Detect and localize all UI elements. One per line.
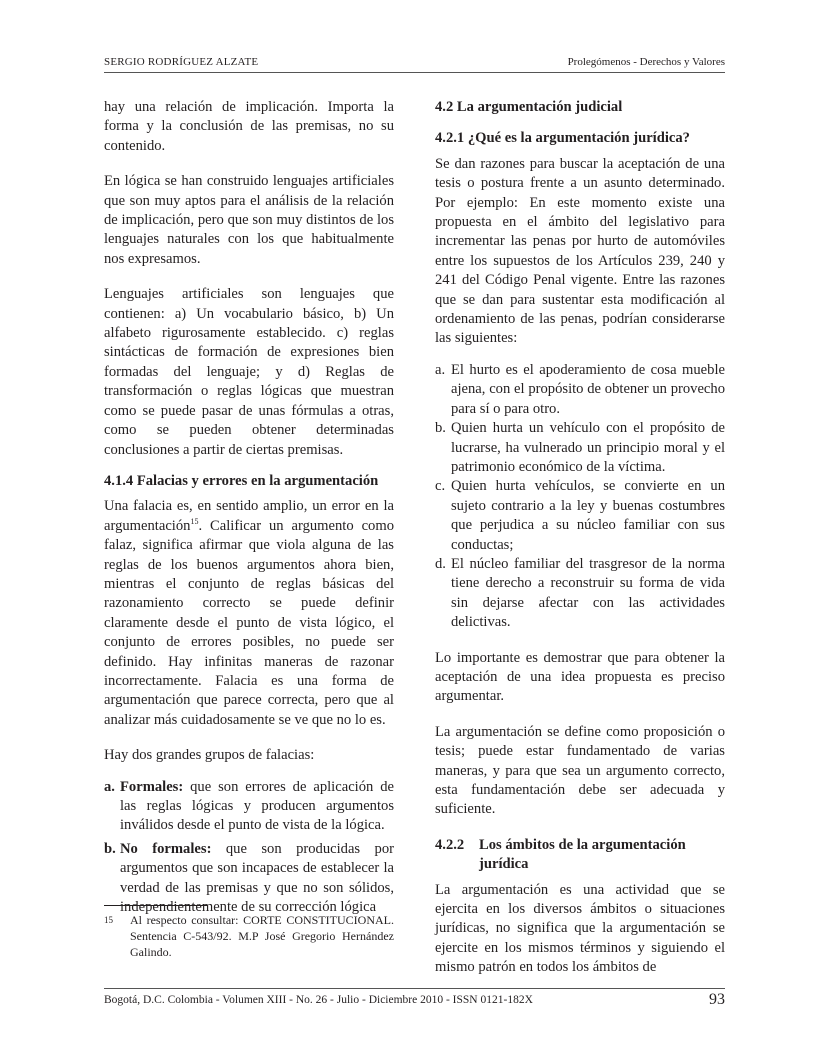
falacias-list <box>104 778 394 918</box>
footnote-divider <box>104 905 208 906</box>
section-heading-4-2-1: 4.2.1 ¿Qué es la argumentación jurídica? <box>435 130 690 147</box>
list-marker: a. <box>435 361 446 378</box>
paragraph-text: . Calificar un argumento como falaz, significa afirmar que viola alguna de las reglas de los buenos argumentos ahora bien, mientras el conjunto de reglas básicas del razonamiento correcto se puede definir claramente desde el punto de vista lógico, el conjunto de errores posibles, no puede ser definido. Hay infinitas maneras de razonar incorrectamente. Falacia es una forma de argumentación que parece correcta, pero que al analizar más cuidadosamente se ve que no lo es. <box>104 517 394 728</box>
footnote-ref[interactable]: 15 <box>190 516 199 526</box>
heading-text: Los ámbitos de la argumentación jurídica <box>479 836 686 873</box>
heading-number: 4.2.2 <box>435 836 465 853</box>
paragraph: La argumentación es una actividad que se ejercita en los diversos ámbitos o situaciones jurídicas, no significa que la argumentación se ejercite en los mismos términos y siguiendo el mismo patrón en todos los ámbitos de <box>435 881 725 976</box>
footnote-number: 15 <box>104 915 113 925</box>
paragraph: Hay dos grandes grupos de falacias: <box>104 747 315 764</box>
footnote <box>104 912 394 960</box>
paragraph: La argumentación se define como proposición o tesis; puede estar fundamentado de varias maneras, y para que sea un argumento correcto, esta fundamentación debe ser adecuada y suficiente. <box>435 723 725 818</box>
paragraph-text: Una falacia es, en sentido amplio, un error en la argumentación <box>104 498 394 534</box>
list-text: que son producidas por argumentos que son incapaces de establecer la verdad de las premisas y que no son sólidos, independientemente de su corrección lógica <box>120 840 394 916</box>
right-column <box>435 98 725 994</box>
section-heading-4-2-2 <box>435 836 725 875</box>
header-author: SERGIO RODRÍGUEZ ALZATE <box>104 56 259 68</box>
footnote-text: Al respecto consultar: CORTE CONSTITUCIONAL. Sentencia C-543/92. M.P José Gregorio Hernández Galindo. <box>130 913 394 959</box>
list-term: No formales: <box>120 840 212 857</box>
list-marker: b. <box>104 840 116 857</box>
paragraph: hay una relación de implicación. Importa la forma y la conclusión de las premisas, no su contenido. <box>104 99 394 154</box>
list-text: El hurto es el apoderamiento de cosa mueble ajena, con el propósito de obtener un provecho para sí o para otro. <box>451 361 725 417</box>
header-journal: Prolegómenos - Derechos y Valores <box>567 56 725 68</box>
paragraph-falacia <box>104 497 394 730</box>
list-item <box>435 477 725 555</box>
list-marker: a. <box>104 778 115 795</box>
footer-citation: Bogotá, D.C. Colombia - Volumen XIII - No. 26 - Julio - Diciembre 2010 - ISSN 0121-182X <box>104 994 533 1006</box>
paragraph: Lo importante es demostrar que para obtener la aceptación de una idea propuesta es preciso argumentar. <box>435 649 725 705</box>
list-item <box>435 419 725 477</box>
running-footer <box>104 988 725 1013</box>
list-marker: d. <box>435 555 446 572</box>
list-text: El núcleo familiar del trasgresor de la norma tiene derecho a reconstruir su forma de vida sin dejarse afectar con las actividades delictivas. <box>451 555 725 631</box>
list-text: Quien hurta vehículos, se convierte en un sujeto contrario a la ley y buenas costumbres que perjudica a su núcleo familiar con sus conductas; <box>451 478 725 553</box>
list-item <box>435 361 725 419</box>
page-number: 93 <box>709 991 725 1008</box>
list-text: Quien hurta un vehículo con el propósito de lucrarse, ha vulnerado un principio moral y el patrimonio económico de la víctima. <box>451 420 725 475</box>
list-item <box>435 555 725 633</box>
list-term: Formales: <box>120 778 184 795</box>
section-heading-4-1-4: 4.1.4 Falacias y errores en la argumentación <box>104 472 379 489</box>
running-header <box>104 52 725 73</box>
list-marker: c. <box>435 478 446 495</box>
left-column <box>104 98 394 933</box>
list-text: que son errores de aplicación de las reglas lógicas y producen argumentos inválidos desde el punto de vista de la lógica. <box>120 778 394 834</box>
section-heading-4-2: 4.2 La argumentación judicial <box>435 99 623 115</box>
list-item <box>104 778 394 836</box>
list-marker: b. <box>435 420 446 437</box>
paragraph: En lógica se han construido lenguajes artificiales que son muy aptos para el análisis de la relación de implicación, pero que son muy distintos de los lenguajes naturales con los que habitualmente nos expresamos. <box>104 173 394 267</box>
paragraph: Se dan razones para buscar la aceptación de una tesis o postura frente a un asunto determinado. Por ejemplo: En este momento existe una propuesta en el ámbito del legislativo para incrementar las penas por hurto de automóviles entre los supuestos de los Artículos 239, 240 y 241 del Código Penal vigente. Entre las razones que se dan para sustentar esta modificación al ordenamiento de las penas, podrían considerarse las siguientes: <box>435 155 725 347</box>
paragraph: Lenguajes artificiales son lenguajes que contienen: a) Un vocabulario básico, b) Un alfabeto rigurosamente establecido. c) reglas sintácticas de formación de expresiones bien formadas del lenguaje; y d) Reglas de transformación o reglas lógicas que muestran como se puede pasar de unas fórmulas a otras, como se pueden obtener determinadas conclusiones a partir de ciertas premisas. <box>104 286 394 458</box>
razones-list <box>435 361 725 633</box>
